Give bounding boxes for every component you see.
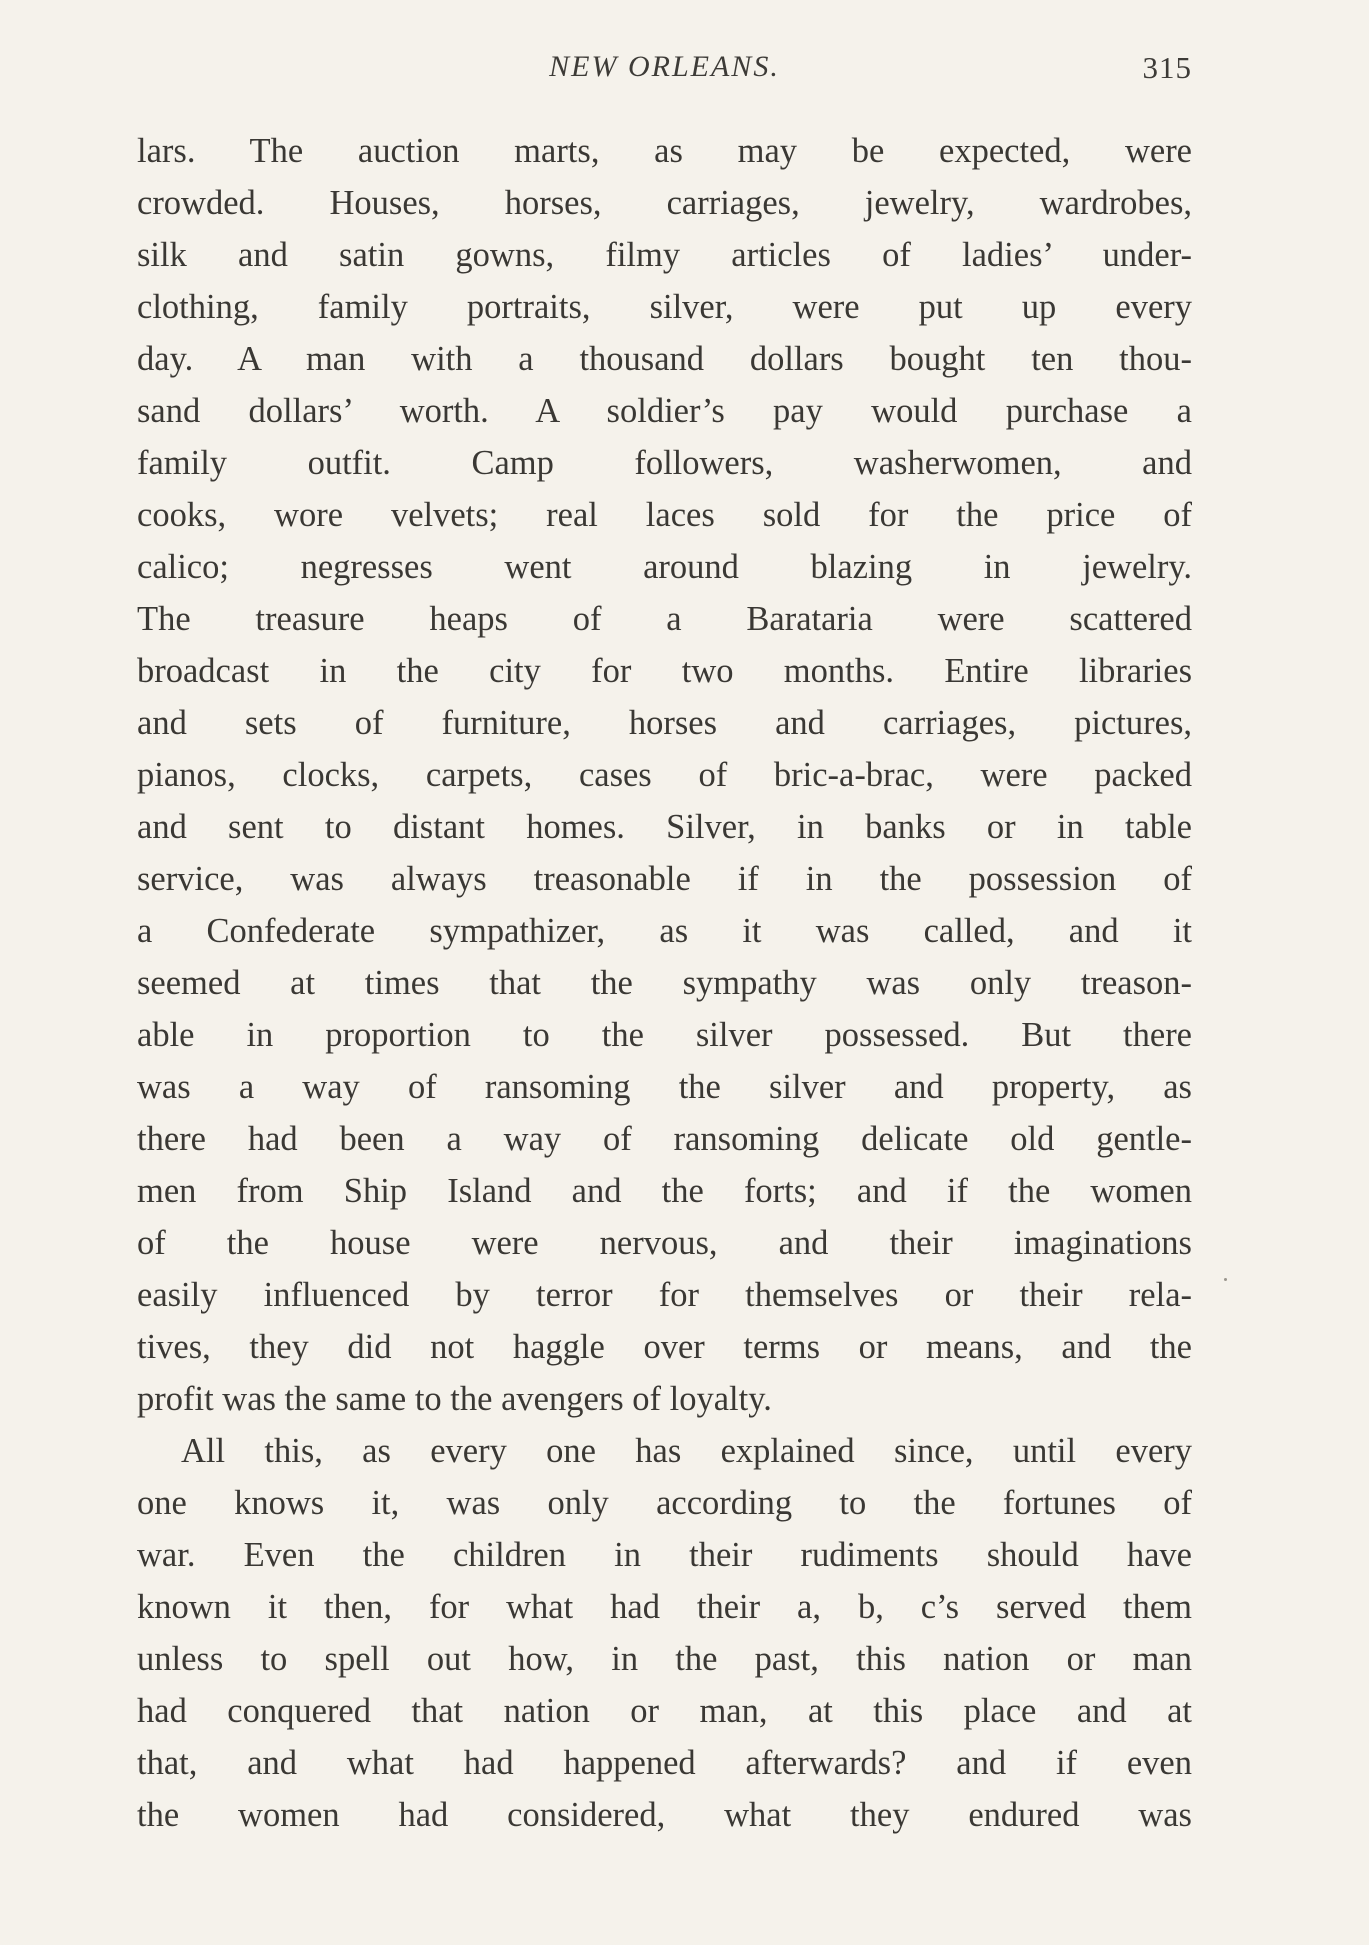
text-line: there had been a way of ransoming delicate old gentle-	[137, 1120, 1192, 1158]
text-line: tives, they did not haggle over terms or means, and the	[137, 1328, 1192, 1366]
text-line: calico; negresses went around blazing in jewelry.	[137, 548, 1192, 586]
text-line: service, was always treasonable if in the possession of	[137, 860, 1192, 898]
paper-speck	[1224, 1278, 1227, 1281]
body-text	[137, 125, 1192, 1841]
text-line: known it then, for what had their a, b, c’s served them	[137, 1588, 1192, 1626]
text-line: war. Even the children in their rudiments should have	[137, 1536, 1192, 1574]
text-line: and sets of furniture, horses and carriages, pictures,	[137, 704, 1192, 742]
text-line: cooks, wore velvets; real laces sold for the price of	[137, 496, 1192, 534]
paragraph-start-line: All this, as every one has explained since, until every	[181, 1432, 1192, 1470]
text-line: a Confederate sympathizer, as it was called, and it	[137, 912, 1192, 950]
text-line: lars. The auction marts, as may be expected, were	[137, 132, 1192, 170]
text-line: day. A man with a thousand dollars bought ten thou-	[137, 340, 1192, 378]
text-line: The treasure heaps of a Barataria were scattered	[137, 600, 1192, 638]
text-line: of the house were nervous, and their imaginations	[137, 1224, 1192, 1262]
running-head	[137, 50, 1192, 90]
text-line: and sent to distant homes. Silver, in banks or in table	[137, 808, 1192, 846]
text-line: pianos, clocks, carpets, cases of bric-a-brac, were packed	[137, 756, 1192, 794]
text-line: clothing, family portraits, silver, were put up every	[137, 288, 1192, 326]
text-line: able in proportion to the silver possessed. But there	[137, 1016, 1192, 1054]
text-line: unless to spell out how, in the past, this nation or man	[137, 1640, 1192, 1678]
text-line: was a way of ransoming the silver and property, as	[137, 1068, 1192, 1106]
text-line: had conquered that nation or man, at this place and at	[137, 1692, 1192, 1730]
text-line: easily influenced by terror for themselves or their rela-	[137, 1276, 1192, 1314]
text-line: the women had considered, what they endured was	[137, 1796, 1192, 1834]
text-line: that, and what had happened afterwards? and if even	[137, 1744, 1192, 1782]
page-number: 315	[1142, 50, 1192, 85]
text-line: crowded. Houses, horses, carriages, jewelry, wardrobes,	[137, 184, 1192, 222]
text-line: seemed at times that the sympathy was only treason-	[137, 964, 1192, 1002]
text-line: men from Ship Island and the forts; and if the women	[137, 1172, 1192, 1210]
text-line: silk and satin gowns, filmy articles of ladies’ under-	[137, 236, 1192, 274]
text-line: family outfit. Camp followers, washerwomen, and	[137, 444, 1192, 482]
running-title: NEW ORLEANS.	[549, 50, 780, 83]
paragraph-end-line: profit was the same to the avengers of loyalty.	[137, 1380, 772, 1418]
text-line: one knows it, was only according to the fortunes of	[137, 1484, 1192, 1522]
text-line: sand dollars’ worth. A soldier’s pay would purchase a	[137, 392, 1192, 430]
text-line: broadcast in the city for two months. Entire libraries	[137, 652, 1192, 690]
